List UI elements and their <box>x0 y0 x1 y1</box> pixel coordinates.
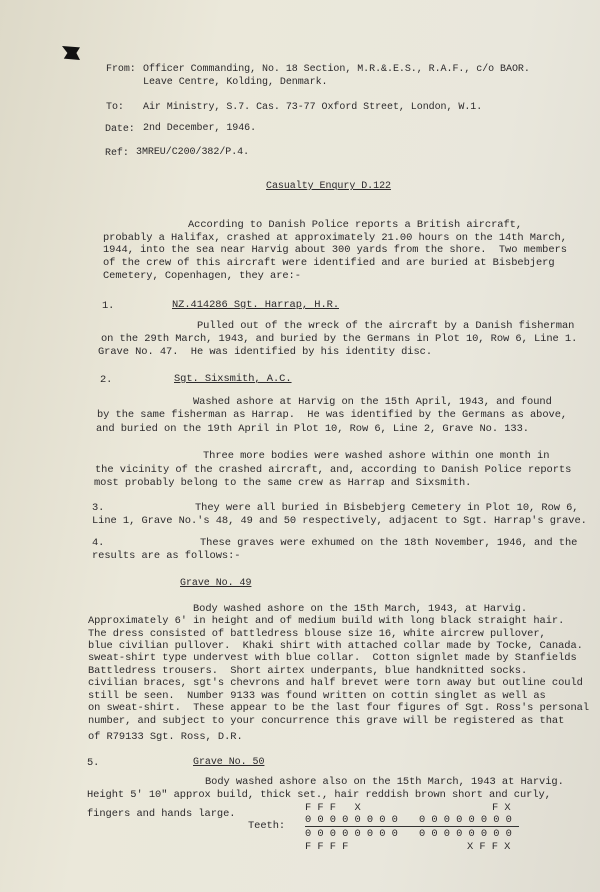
to-value: Air Ministry, S.7. Cas. 73-77 Oxford Street, London, W.1. <box>143 102 483 113</box>
body-line: on sweat-shirt. These appear to be the last four figures of Sgt. Ross's personal <box>88 702 590 714</box>
grave-50-heading: Grave No. 50 <box>193 757 265 768</box>
body-line: Pulled out of the wreck of the aircraft by a Danish fisherman <box>197 320 575 332</box>
section-heading: NZ.414286 Sgt. Harrap, H.R. <box>172 299 340 311</box>
body-line: still be seen. Number 9133 was found written on cottin singlet as well as <box>88 690 546 702</box>
from-line-1: Officer Commanding, No. 18 Section, M.R.&.E.S., R.A.F., c/o BAOR. <box>143 64 530 75</box>
intro-line: According to Danish Police reports a British aircraft, <box>188 219 523 231</box>
section-number: 4. <box>92 537 105 549</box>
section-number: 2. <box>100 374 113 386</box>
body-line: and buried on the 19th April in Plot 10, Row 6, Line 2, Grave No. 133. <box>96 423 529 435</box>
punch-mark <box>62 46 80 60</box>
intro-line: of the crew of this aircraft were identified and are buried at Bisbebjerg <box>103 257 555 269</box>
section-number: 5. <box>87 757 100 769</box>
body-line: Body washed ashore also on the 15th March, 1943 at Harvig. <box>205 776 564 788</box>
lower-teeth-right: 0 0 0 0 0 0 0 0 <box>419 828 512 840</box>
body-line: Line 1, Grave No.'s 48, 49 and 50 respectively, adjacent to Sgt. Harrap's grave. <box>92 515 587 527</box>
section-number: 3. <box>92 502 105 514</box>
body-line: Washed ashore at Harvig on the 15th April, 1943, and found <box>193 396 552 408</box>
body-line: Body washed ashore on the 15th March, 1943, at Harvig. <box>193 603 528 615</box>
body-line: most probably belong to the same crew as Harrap and Sixsmith. <box>94 477 472 489</box>
date-value: 2nd December, 1946. <box>143 123 257 134</box>
body-line: of R79133 Sgt. Ross, D.R. <box>88 731 243 743</box>
upper-teeth-left: 0 0 0 0 0 0 0 0 <box>305 814 398 826</box>
body-line: blue civilian pullover. Khaki shirt with attached collar made by Tocke, Canada. <box>88 640 583 652</box>
from-line-2: Leave Centre, Kolding, Denmark. <box>143 77 328 88</box>
body-line: Grave No. 47. He was identified by his identity disc. <box>98 346 433 358</box>
body-line: The dress consisted of battledress blouse size 16, white aircrew pullover, <box>88 628 546 640</box>
from-label: From: <box>106 64 136 75</box>
ref-value: 3MREU/C200/382/P.4. <box>136 147 250 158</box>
body-line: on the 29th March, 1943, and buried by the Germans in Plot 10, Row 6, Line 1. <box>101 333 578 345</box>
body-line: civilian braces, sgt's chevrons and half brevet were torn away but outline could <box>88 677 583 689</box>
intro-line: 1944, into the sea near Harvig about 300 yards from the shore. Two members <box>103 244 567 256</box>
date-label: Date: <box>105 124 135 135</box>
body-line: Approximately 6' in height and of medium build with long black straight hair. <box>88 615 565 627</box>
upper-teeth-right: 0 0 0 0 0 0 0 0 <box>419 814 512 826</box>
intro-line: Cemetery, Copenhagen, they are:- <box>103 270 301 282</box>
body-line: results are as follows:- <box>92 550 241 562</box>
section-number: 1. <box>102 300 115 312</box>
upper-marks-right: F X <box>492 802 511 814</box>
body-line: fingers and hands large. <box>87 808 236 820</box>
lower-marks-right: X F F X <box>467 841 511 853</box>
upper-marks-left: F F F X <box>305 802 361 814</box>
lower-teeth-left: 0 0 0 0 0 0 0 0 <box>305 828 398 840</box>
teeth-label: Teeth: <box>248 820 286 832</box>
body-line: These graves were exhumed on the 18th November, 1946, and the <box>200 537 578 549</box>
to-label: To: <box>106 102 124 113</box>
intro-line: probably a Halifax, crashed at approximately 21.00 hours on the 14th March, <box>103 232 567 244</box>
body-line: number, and subject to your concurrence this grave will be registered as that <box>88 715 565 727</box>
lower-marks-left: F F F F <box>305 841 349 853</box>
body-line: sweat-shirt type undervest with blue collar. Cotton signlet made by Stanfields <box>88 652 577 664</box>
body-line: Height 5' 10" approx build, thick set., hair reddish brown short and curly, <box>87 789 551 801</box>
grave-49-heading: Grave No. 49 <box>180 578 252 589</box>
section-heading: Sgt. Sixsmith, A.C. <box>174 373 292 385</box>
ref-label: Ref: <box>105 148 129 159</box>
body-line: They were all buried in Bisbebjerg Cemetery in Plot 10, Row 6, <box>195 502 579 514</box>
body-line: Three more bodies were washed ashore within one month in <box>203 450 550 462</box>
body-line: the vicinity of the crashed aircraft, and, according to Danish Police reports <box>95 464 572 476</box>
body-line: Battledress trousers. Short airtex underpants, blue handknitted socks. <box>88 665 528 677</box>
document-title: Casualty Enqury D.122 <box>266 181 391 192</box>
teeth-divider <box>305 826 519 827</box>
body-line: by the same fisherman as Harrap. He was identified by the Germans as above, <box>97 409 568 421</box>
